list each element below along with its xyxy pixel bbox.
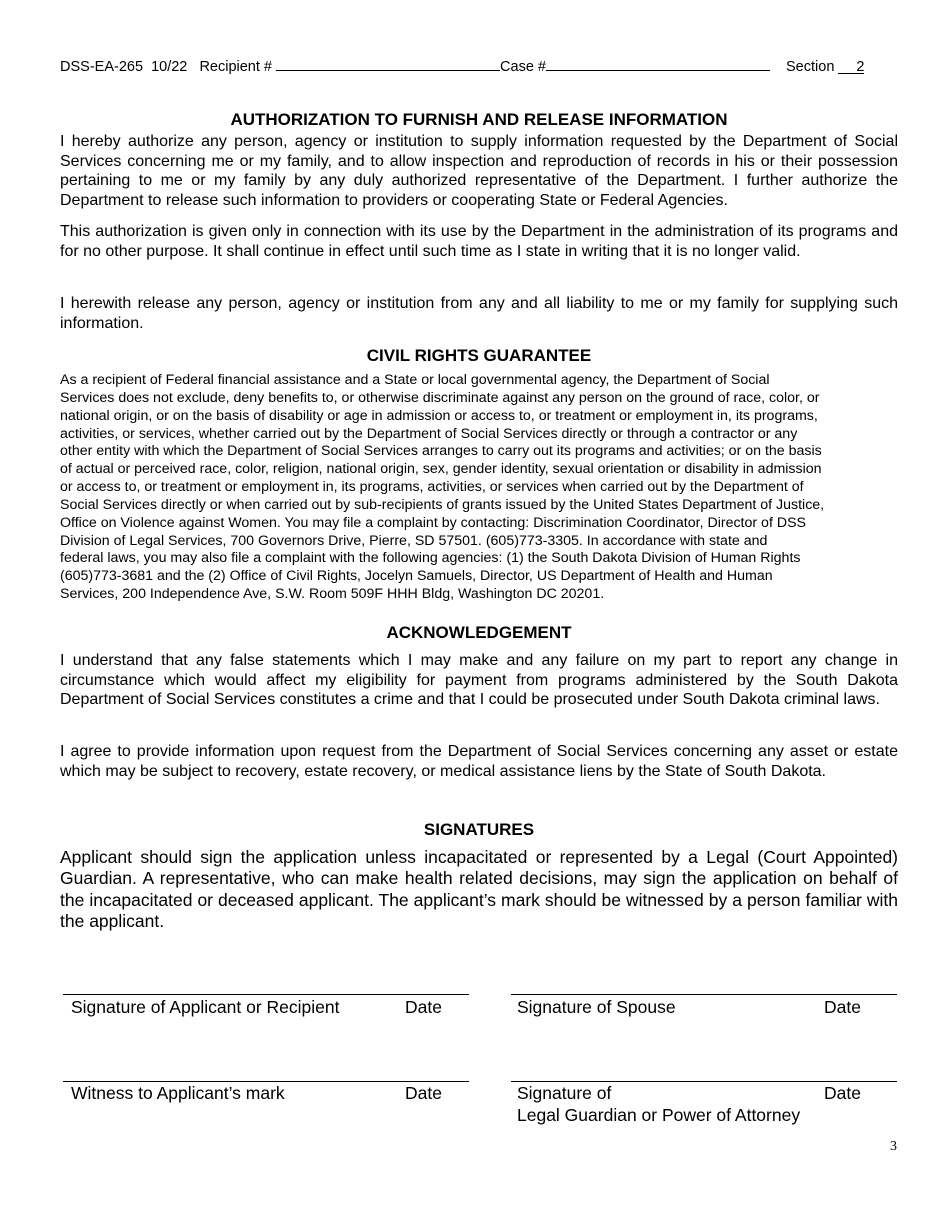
applicant-date-label: Date [405,997,442,1017]
case-label: Case # [500,59,546,75]
civil-rights-line: national origin, or on the basis of disability or age in admission or access to, or treatment or employment in, its programs, [60,407,818,424]
form-id: DSS-EA-265 10/22 [60,59,188,75]
form-header [60,56,864,75]
civil-rights-line: other entity with which the Department of Social Services arranges to carry out its programs and activities; or on the basis [60,443,822,460]
guardian-signature-label: Signature of [517,1083,612,1103]
applicant-signature-label: Signature of Applicant or Recipient [71,997,340,1017]
acknowledgement-title: ACKNOWLEDGEMENT [386,623,572,642]
civil-rights-line: Division of Legal Services, 700 Governors Drive, Pierre, SD 57501. (605)773-3305. In accordance with state and [60,532,768,549]
guardian-signature-sublabel: Legal Guardian or Power of Attorney [517,1105,801,1125]
civil-rights-line: of actual or perceived race, color, religion, national origin, sex, gender identity, sexual orientation or disability in admission [60,461,822,478]
section-field [838,59,864,74]
civil-rights-title: CIVIL RIGHTS GUARANTEE [366,346,592,365]
authorization-paragraph-2: This authorization is given only in connection with its use by the Department in the administration of its programs and for no other purpose. It shall continue in effect until such time as I state in writing that it is no longer valid. [60,223,898,260]
guardian-date-label: Date [824,1083,861,1103]
signatures-instructions: Applicant should sign the application unless incapacitated or represented by a Legal (Court Appointed) Guardian. A representative, who can make health related decisions, may sign the application on behalf of the incapacitated or deceased applicant. The applicant’s mark should be witnessed by a person familiar with the applicant. [60,847,898,931]
civil-rights-line: As a recipient of Federal financial assistance and a State or local governmental agency, the Department of Social [60,372,770,388]
page-number: 3 [890,1139,897,1154]
authorization-paragraph-3: I herewith release any person, agency or institution from any and all liability to me or my family for supplying such information. [60,295,898,332]
case-number-field[interactable] [546,56,770,71]
authorization-title: AUTHORIZATION TO FURNISH AND RELEASE INFORMATION [230,110,728,129]
acknowledgement-paragraph-2: I agree to provide information upon request from the Department of Social Services concerning any asset or estate which may be subject to recovery, estate recovery, or medical assistance liens by the State of South Dakota. [60,743,898,780]
section-value: 2 [856,59,865,75]
civil-rights-line: activities, or services, whether carried out by the Department of Social Services directly or through a contractor or any [60,425,798,442]
signatures-title: SIGNATURES [423,820,535,839]
section-label: Section [786,59,835,75]
recipient-number-field[interactable] [276,56,500,71]
acknowledgement-paragraph-1: I understand that any false statements which I may make and any failure on my part to report any change in circumstance which would affect my eligibility for payment from programs administered by the South Dakota Department of Social Services constitutes a crime and that I could be prosecuted under South Dakota criminal laws. [60,652,898,708]
guardian-signature-line[interactable] [511,1081,897,1082]
civil-rights-line: Office on Violence against Women. You may file a complaint by contacting: Discrimination Coordinator, Director of DSS [60,514,807,531]
civil-rights-line: or access to, or treatment or employment in, its programs, activities, or services when carried out by the Department of [60,479,804,496]
civil-rights-line: (605)773-3681 and the (2) Office of Civil Rights, Jocelyn Samuels, Director, US Department of Health and Human [60,568,773,585]
witness-signature-line[interactable] [63,1081,469,1082]
spouse-signature-label: Signature of Spouse [517,997,676,1017]
civil-rights-line: Services does not exclude, deny benefits to, or otherwise discriminate against any person on the ground of race, color, or [60,389,820,406]
civil-rights-line: Social Services directly or when carried out by sub-recipients of grants issued by the United States Department of Justice, [60,496,825,513]
witness-date-label: Date [405,1083,442,1103]
witness-signature-label: Witness to Applicant’s mark [71,1083,285,1103]
applicant-signature-line[interactable] [63,994,469,995]
civil-rights-line: Services, 200 Independence Ave, S.W. Room 509F HHH Bldg, Washington DC 20201. [60,586,605,603]
spouse-signature-line[interactable] [511,994,897,995]
spouse-date-label: Date [824,997,861,1017]
recipient-label: Recipient # [199,59,272,75]
civil-rights-text [60,372,898,604]
authorization-paragraph-1: I hereby authorize any person, agency or institution to supply information requested by the Department of Social Services concerning me or my family, and to allow inspection and reproduction of records in his or their possession pertaining to me or my family by any duly authorized representative of the Department. I further authorize the Department to release such information to providers or cooperating State or Federal Agencies. [60,133,898,209]
civil-rights-line: federal laws, you may also file a complaint with the following agencies: (1) the South Dakota Division of Human Rights [60,550,801,567]
